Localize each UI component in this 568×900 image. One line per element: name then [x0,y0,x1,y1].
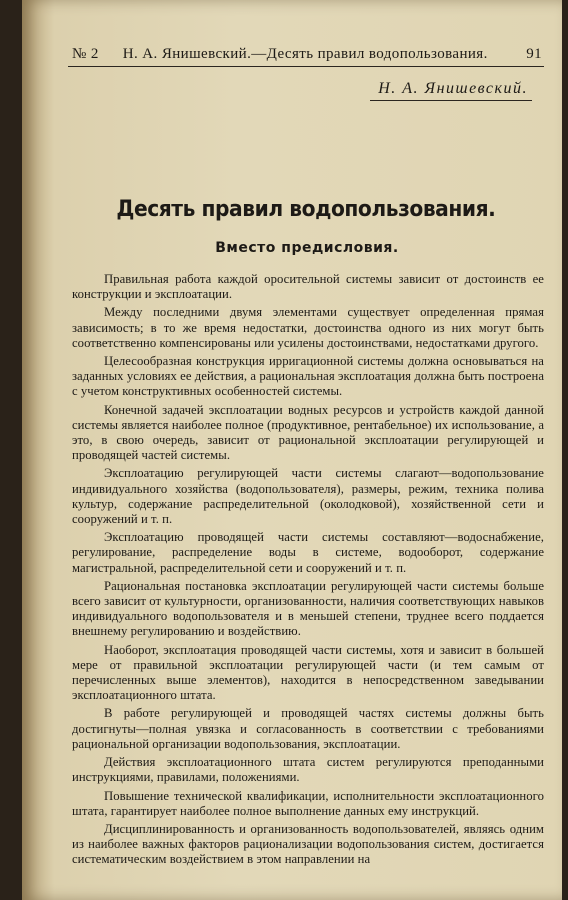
paragraph: Дисциплинированность и организованность водопользователей, являясь одним из наиболее важных факторов рационализации водопользования систем, достигается систематическим воздействием в этом направлении на [72,821,544,867]
running-header [72,46,542,63]
issue-number: № 2 [72,46,99,62]
running-title: Н. А. Янишевский.—Десять правил водопользования. [122,46,488,62]
article-body [72,270,544,871]
author-name: Н. А. Янишевский. [370,80,532,101]
paragraph: Целесообразная конструкция ирригационной системы должна основываться на заданных условиях ее действия, а рациональная эксплоатация должна быть построена с учетом конструктивных особенностей системы. [72,354,544,399]
paragraph: Конечной задачей эксплоатации водных ресурсов и устройств каждой данной системы является наиболее полное (продуктивное, рентабельное) их использование, а это, в свою очередь, зависит от рациональной эксплоатации регулирующей и проводящей частей системы. [72,402,544,463]
paragraph: Между последними двумя элементами существует определенная прямая зависимость; в то же время недостатки, достоинства одного из них могут быть соответственно компенсированы или усилены достоинствами, недостатками другого. [72,305,544,350]
paragraph: В работе регулирующей и проводящей частях системы должны быть достигнуты—полная увязка и согласованность в соответствии с требованиями рациональной организации водопользования, эксплоатации. [72,706,544,751]
header-rule [68,66,544,67]
paragraph: Наоборот, эксплоатация проводящей части системы, хотя и зависит в большей мере от правильной эксплоатации регулирующей части (и тем самым от перечисленных выше элементов), находится в непосредственном заведывании эксплоатационного штата. [72,642,544,703]
paragraph: Действия эксплоатационного штата систем регулируются преподанными инструкциями, правилами, положениями. [72,755,544,785]
paragraph: Рациональная постановка эксплоатации регулирующей части системы больше всего зависит от культурности, организованности, наличия соответствующих навыков индивидуального водопользователя и в меньшей степени, труднее всего поддается внешнему регулированию и воздействию. [72,578,544,639]
paragraph: Эксплоатацию регулирующей части системы слагают—водопользование индивидуального хозяйства (водопользователя), размеры, режим, техника полива культур, содержание распределительной (околодковой), хозяйственной сети и сооружений и т. п. [72,466,544,527]
paragraph: Эксплоатацию проводящей части системы составляют—водоснабжение, регулирование, распределение воды в системе, водооборот, содержание магистральной, распределительной сети и сооружений и т. п. [72,530,544,575]
page-number: 91 [526,46,542,62]
paragraph: Правильная работа каждой оросительной системы зависит от достоинств ее конструкции и эксплоатации. [72,272,544,302]
journal-page [22,0,562,900]
article-title: Десять правил водопользования. [116,197,496,222]
article-subtitle: Вместо предисловия. [215,240,399,256]
paragraph: Повышение технической квалификации, исполнительности эксплоатационного штата, гарантирует наиболее полное выполнение данных ему инструкций. [72,788,544,818]
